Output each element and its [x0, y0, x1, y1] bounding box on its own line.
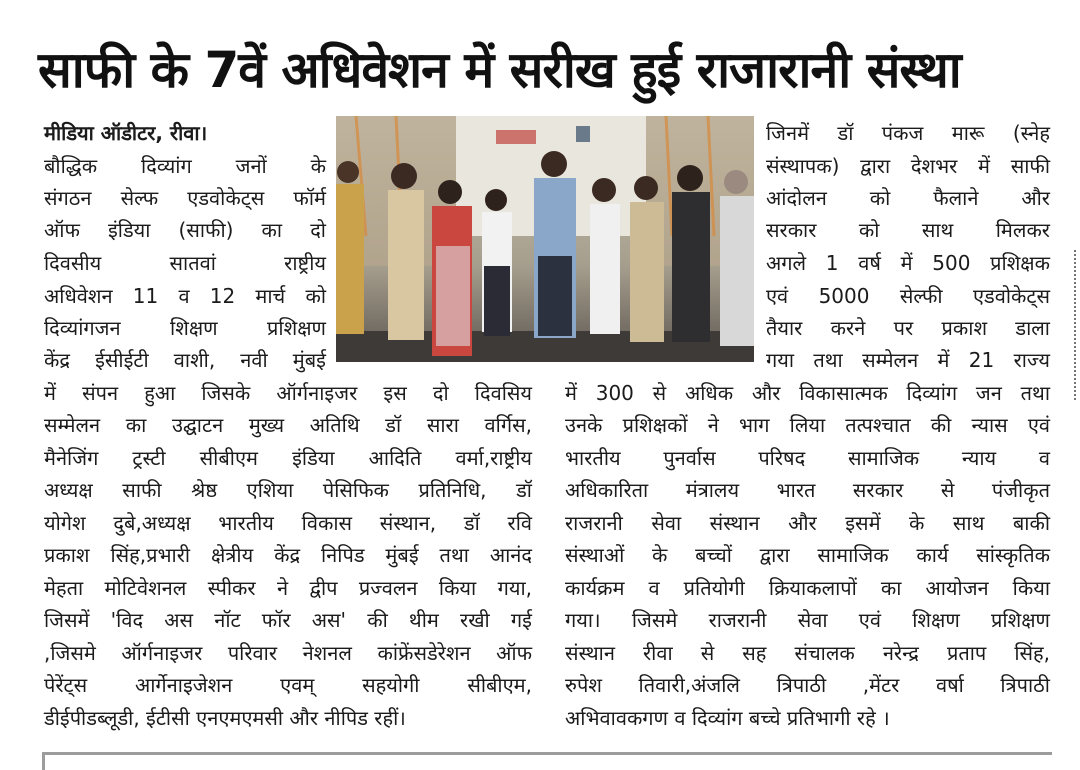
article-line: दिवसीय सातवां राष्ट्रीय: [44, 251, 326, 275]
article-line: योगेश दुबे,अध्यक्ष भारतीय विकास संस्थान, डॉ रवि: [44, 511, 532, 535]
article-line: मेहता मोटिवेशनल स्पीकर ने द्वीप प्रज्वलन किया गया,: [44, 576, 532, 600]
article-line: संस्थाओं के बच्चों द्वारा सामाजिक कार्य सांस्कृतिक: [565, 543, 1050, 567]
article-line: में संपन हुआ जिसके ऑर्गनाइजर इस दो दिवसिय: [44, 381, 532, 405]
article-line: जिसमें 'विद अस नॉट फॉर अस' की थीम रखी गई: [44, 608, 532, 632]
article-line: गया। जिसमे राजरानी सेवा एवं शिक्षण प्रशिक्षण: [565, 608, 1050, 632]
article-line: भारतीय पुनर्वास परिषद सामाजिक न्याय व: [565, 446, 1050, 470]
article-line: राजरानी सेवा संस्थान और इसमें के साथ बाकी: [565, 511, 1050, 535]
article-line: दिव्यांगजन शिक्षण प्रशिक्षण: [44, 316, 326, 340]
article-line: डीईपीडब्लूडी, ईटीसी एनएमएमसी और नीपिड रहीं।: [44, 706, 406, 730]
article-line: ऑफ इंडिया (साफी) का दो: [44, 218, 326, 242]
bottom-left-border: [42, 752, 45, 770]
bottom-border-rule: [42, 752, 1052, 755]
article-line: अध्यक्ष साफी श्रेष्ठ एशिया पेसिफिक प्रतिनिधि, डॉ: [44, 478, 532, 502]
article-line: अगले 1 वर्ष में 500 प्रशिक्षक: [766, 251, 1050, 275]
article-line: सम्मेलन का उद्घाटन मुख्य अतिथि डॉ सारा वर्गिस,: [44, 413, 532, 437]
article-line: संगठन सेल्फ एडवोकेट्स फॉर्म: [44, 186, 326, 210]
article-line: अधिवेशन 11 व 12 मार्च को: [44, 284, 326, 308]
right-edge-marks: [1074, 250, 1078, 400]
article-line: रुपेश तिवारी,अंजलि त्रिपाठी ,मेंटर वर्षा त्रिपाठी: [565, 673, 1050, 697]
article-line: संस्थापक) द्वारा देशभर में साफी: [766, 154, 1050, 178]
article-line: तैयार करने पर प्रकाश डाला: [766, 316, 1050, 340]
article-line: आंदोलन को फैलाने और: [766, 186, 1050, 210]
article-line: कार्यक्रम व प्रतियोगी क्रियाकलापों का आयोजन किया: [565, 576, 1050, 600]
byline: मीडिया ऑडीटर, रीवा।: [44, 121, 208, 145]
byline-line: [44, 118, 326, 148]
article-line: उनके प्रशिक्षकों ने भाग लिया तत्पश्चात की न्यास एवं: [565, 413, 1050, 437]
article-line: संस्थान रीवा से सह संचालक नरेन्द्र प्रताप सिंह,: [565, 641, 1050, 665]
article-line: मैनेजिंग ट्रस्टी सीबीएम इंडिया आदिति वर्मा,राष्ट्रीय: [44, 446, 532, 470]
article-line: सरकार को साथ मिलकर: [766, 218, 1050, 242]
article-line: में 300 से अधिक और विकासात्मक दिव्यांग जन तथा: [565, 381, 1050, 405]
article-line: बौद्धिक दिव्यांग जनों के: [44, 154, 326, 178]
article-line: अधिकारिता मंत्रालय भारत सरकार से पंजीकृत: [565, 478, 1050, 502]
event-photo: [336, 116, 754, 362]
article-line: एवं 5000 सेल्फी एडवोकेट्स: [766, 284, 1050, 308]
article-line: पेरेंट्स आर्गेनाइजेशन एवम् सहयोगी सीबीएम,: [44, 673, 532, 697]
article-line: प्रकाश सिंह,प्रभारी क्षेत्रीय केंद्र निपिड मुंबई तथा आनंद: [44, 543, 532, 567]
article-line: केंद्र ईसीईटी वाशी, नवी मुंबई: [44, 348, 326, 372]
article-line: ,जिसमे ऑर्गनाइजर परिवार नेशनल कांफ्रेंसडेरेशन ऑफ: [44, 641, 532, 665]
headline: साफी के 7वें अधिवेशन में सरीख हुई राजारानी संस्था: [38, 41, 961, 99]
article-line: जिनमें डॉ पंकज मारू (स्नेह: [766, 121, 1050, 145]
article-line: गया तथा सम्मेलन में 21 राज्य: [766, 348, 1050, 372]
article-line: अभिवावकगण व दिव्यांग बच्चे प्रतिभागी रहे ।: [565, 706, 890, 730]
